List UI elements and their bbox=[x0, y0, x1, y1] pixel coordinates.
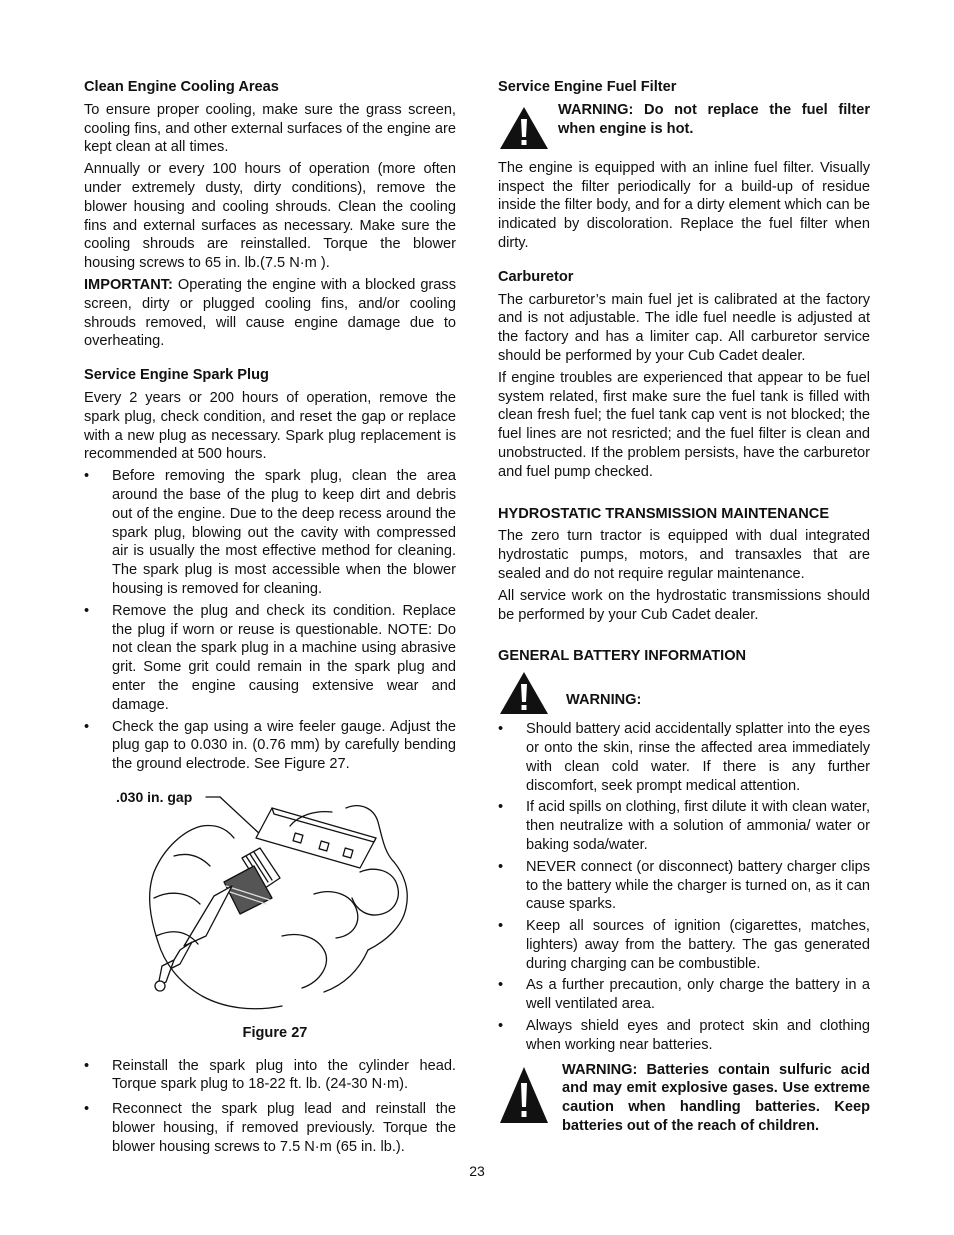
section-title-cooling: Clean Engine Cooling Areas bbox=[84, 79, 279, 95]
paragraph: The engine is equipped with an inline fuel filter. Visually inspect the filter periodically for a build-up of residue inside the filter body, and for a dirty element which can be indicated by discoloration. Replace the fuel filter when dirty. bbox=[498, 159, 870, 251]
warning-text: WARNING: Do not replace the fuel filter when engine is hot. bbox=[558, 101, 870, 137]
section-title-battery: GENERAL BATTERY INFORMATION bbox=[498, 648, 747, 665]
bullet-list bbox=[84, 467, 456, 774]
important-text: Operating the engine with a blocked grass screen, dirty or plugged cooling fins, and/or cooling shrouds removed, will cause engine damage due to overheating. bbox=[84, 276, 456, 350]
warning-triangle-icon bbox=[498, 1065, 550, 1127]
figure-label: .030 in. gap bbox=[116, 788, 193, 805]
section-title-carburetor: Carburetor bbox=[498, 268, 574, 285]
list-item: • Before removing the spark plug, clean the area around the base of the plug to keep dirt and debris out of the engine. Due to the deep recess around the spark plug, blowing out the cavity with compressed air is usually the most effective method for cleaning. The spark plug is most accessible when the blower housing is removed for cleaning. bbox=[84, 467, 456, 599]
important-label: IMPORTANT: bbox=[84, 276, 173, 293]
figure-27 bbox=[84, 786, 456, 1020]
warning-triangle-icon bbox=[498, 105, 550, 151]
warning-text: WARNING: Batteries contain sulfuric acid and may emit explosive gases. Use extreme caution when handling batteries. Keep batteries out of the reach of children. bbox=[562, 1061, 870, 1135]
list-item: • Remove the plug and check its condition. Replace the plug if worn or reuse is questionable. NOTE: Do not clean the spark plug in a machine using abrasive grit. Some grit could remain in the spark plug and enter the engine causing extensive wear and damage. bbox=[84, 602, 456, 715]
list-item: • NEVER connect (or disconnect) battery charger clips to the battery while the charger is turned on, as it can cause sparks. bbox=[498, 858, 870, 914]
section-title-fuel-filter: Service Engine Fuel Filter bbox=[498, 79, 677, 95]
paragraph: To ensure proper cooling, make sure the grass screen, cooling fins, and other external surfaces of the engine are kept clean at all times. bbox=[84, 101, 456, 156]
list-item: • Keep all sources of ignition (cigarettes, matches, lighters) away from the battery. The gas generated during charging can be combustible. bbox=[498, 917, 870, 973]
warning-block bbox=[498, 1061, 870, 1136]
list-item: • Reinstall the spark plug into the cylinder head. Torque spark plug to 18-22 ft. lb. (24-30 N·m). bbox=[84, 1057, 456, 1095]
warning-triangle-icon bbox=[498, 670, 550, 716]
list-item: • If acid spills on clothing, first dilute it with clean water, then neutralize with a solution of ammonia/ water or baking soda/water. bbox=[498, 798, 870, 854]
warning-label: WARNING: bbox=[566, 691, 642, 708]
section-title-spark-plug: Service Engine Spark Plug bbox=[84, 367, 269, 384]
paragraph: All service work on the hydrostatic transmissions should be performed by your Cub Cadet dealer. bbox=[498, 587, 870, 623]
paragraph: Annually or every 100 hours of operation (more often under extremely dusty, dirty conditions), remove the blower housing and cooling shrouds. Clean the cooling fins and external surfaces as necessary. Make sure the cooling shrouds are reinstalled. Torque the blower housing screws to 65 in. lb.(7.5 N·m ). bbox=[84, 161, 456, 272]
paragraph: If engine troubles are experienced that appear to be fuel system related, first make sure the fuel tank is filled with clean fresh fuel; the fuel tank cap vent is not blocked; the fuel lines are not resricted; and the fuel filter is clean and unobstructed. If the problem persists, have the carburetor and fuel pump checked. bbox=[498, 369, 870, 480]
warning-block bbox=[498, 670, 870, 716]
paragraph: The zero turn tractor is equipped with dual integrated hydrostatic pumps, motors, and transaxles that are sealed and do not require regular maintenance. bbox=[498, 528, 870, 582]
bullet-list bbox=[498, 720, 870, 1055]
list-item: • Check the gap using a wire feeler gauge. Adjust the plug gap to 0.030 in. (0.76 mm) by carefully bending the ground electrode. See Figure 27. bbox=[84, 718, 456, 774]
list-item: • Should battery acid accidentally splatter into the eyes or onto the skin, rinse the affected area immediately with clean cold water. If there is any further discomfort, seek prompt medical attention. bbox=[498, 720, 870, 795]
paragraph: The carburetor’s main fuel jet is calibrated at the factory and is not adjustable. The idle fuel needle is adjusted at the factory and has a limiter cap. All carburetor service should be performed by your Cub Cadet dealer. bbox=[498, 291, 870, 364]
spark-plug-gap-illustration bbox=[84, 786, 456, 1020]
left-column bbox=[84, 78, 456, 1160]
warning-block bbox=[498, 101, 870, 151]
paragraph: Every 2 years or 200 hours of operation, remove the spark plug, check condition, and reset the gap or replace with a new plug as necessary. Spark plug replacement is recommended at 500 hours. bbox=[84, 389, 456, 463]
right-column bbox=[498, 78, 870, 1136]
list-item: • Reconnect the spark plug lead and reinstall the blower housing, if removed previously. Torque the blower housing screws to 7.5 N·m (65 in. lb.). bbox=[84, 1100, 456, 1156]
important-note bbox=[84, 276, 456, 351]
figure-caption: Figure 27 bbox=[242, 1024, 308, 1041]
list-item: • As a further precaution, only charge the battery in a well ventilated area. bbox=[498, 976, 870, 1014]
list-item: • Always shield eyes and protect skin and clothing when working near batteries. bbox=[498, 1017, 870, 1055]
page-number: 23 bbox=[469, 1163, 485, 1179]
section-title-hydrostatic: HYDROSTATIC TRANSMISSION MAINTENANCE bbox=[498, 505, 830, 522]
bullet-list bbox=[84, 1057, 456, 1157]
